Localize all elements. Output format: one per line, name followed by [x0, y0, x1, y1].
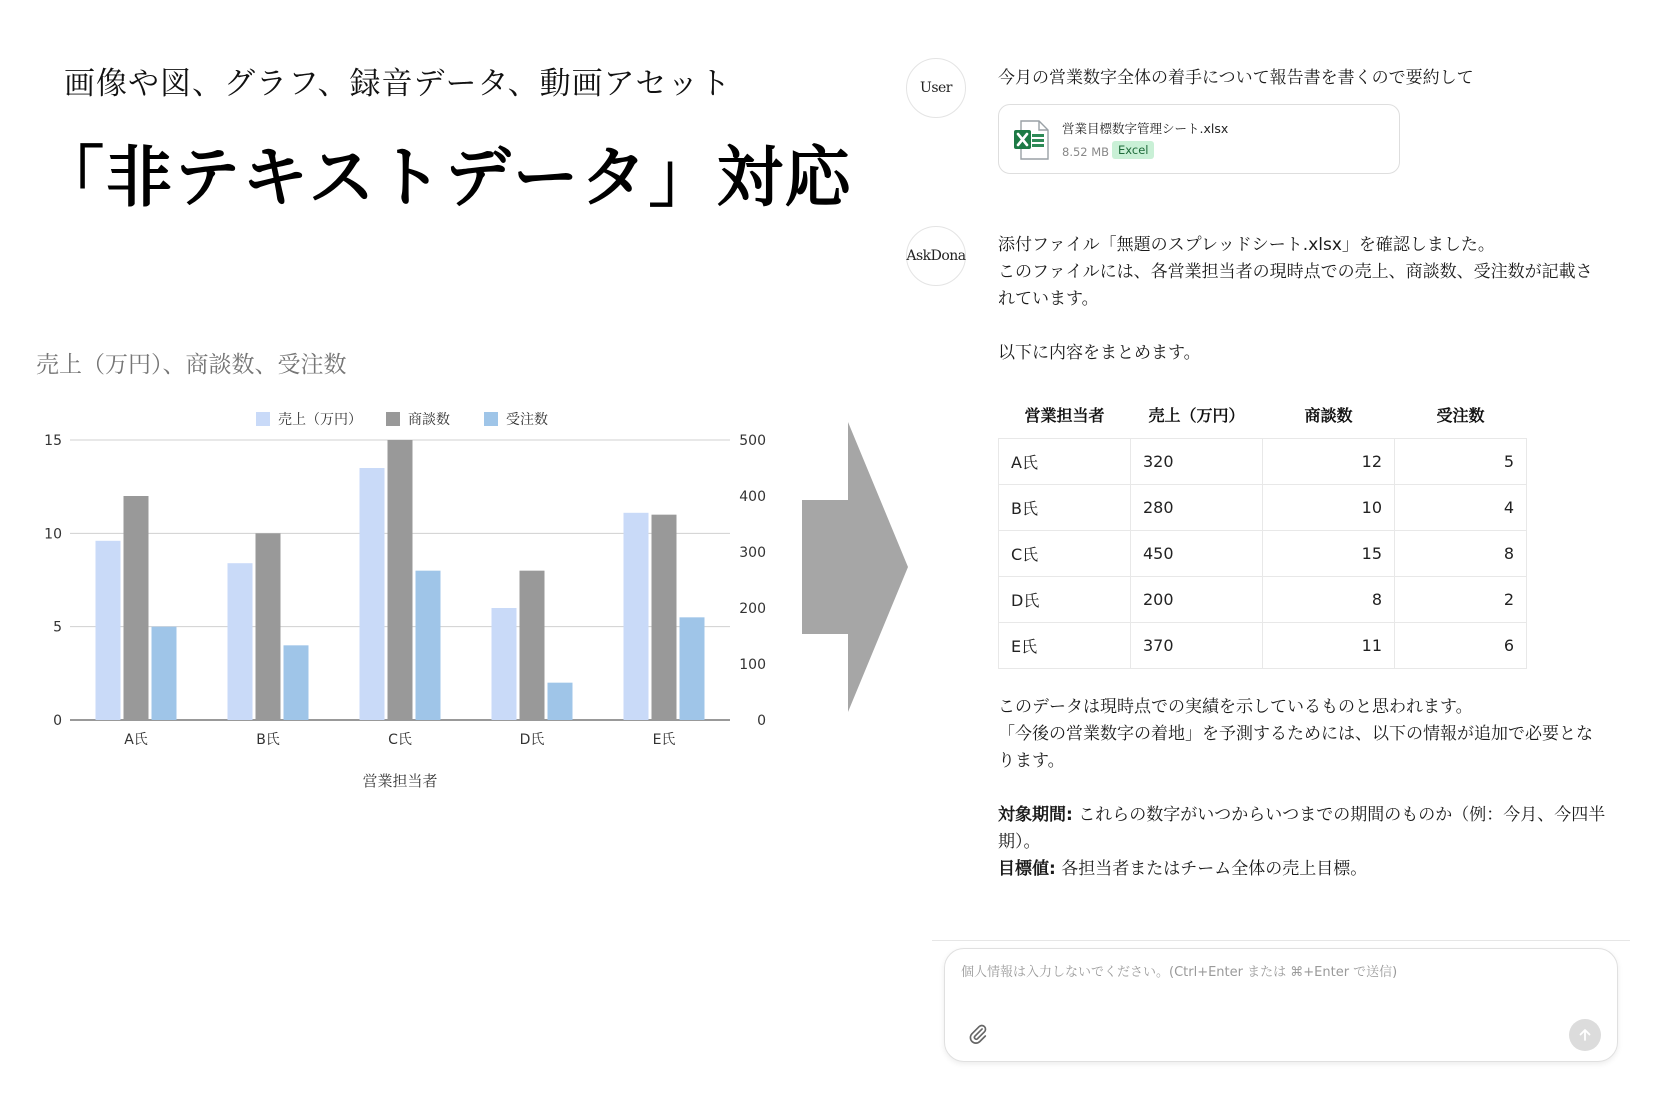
- table-cell: 370: [1131, 622, 1263, 668]
- table-cell: 5: [1395, 438, 1527, 484]
- assistant-intro: [998, 232, 1593, 367]
- x-tick-label: D氏: [519, 732, 545, 748]
- bar-sales: [492, 608, 517, 720]
- table-row: [999, 576, 1527, 622]
- x-tick-label: E氏: [652, 732, 676, 748]
- bar-sales: [96, 541, 121, 720]
- bullet-label: 対象期間:: [998, 805, 1073, 825]
- y-left-tick-label: 10: [44, 526, 62, 543]
- table-cell: D氏: [999, 576, 1131, 622]
- assistant-line: れています。: [998, 289, 1099, 309]
- table-cell: 450: [1131, 530, 1263, 576]
- assistant-line: 添付ファイル「無題のスプレッドシート.xlsx」を確認しました。: [998, 235, 1495, 255]
- x-tick-label: B氏: [256, 732, 280, 748]
- right-arrow-icon: [802, 422, 912, 712]
- table-row: [999, 622, 1527, 668]
- table-cell: 8: [1263, 576, 1395, 622]
- bar-meetings: [124, 496, 149, 720]
- bullet-item: [998, 802, 1605, 829]
- y-right-tick-label: 200: [739, 601, 766, 617]
- bullet-continuation: 期）。: [998, 832, 1041, 852]
- bar-meetings: [388, 440, 413, 720]
- attachment-size: 8.52 MB: [1062, 145, 1110, 159]
- table-header: 売上（万円）: [1148, 406, 1245, 426]
- assistant-spacer: [998, 775, 1605, 802]
- table-cell: 280: [1131, 484, 1263, 530]
- x-tick-label: A氏: [124, 732, 148, 748]
- table-cell: 11: [1263, 622, 1395, 668]
- table-header: 商談数: [1304, 406, 1353, 426]
- chart-title: 売上（万円）、商談数、受注数: [36, 352, 347, 378]
- user-avatar: [906, 58, 966, 118]
- y-right-tick-label: 0: [757, 713, 766, 729]
- bullet-text: 各担当者またはチーム全体の売上目標。: [1055, 859, 1368, 879]
- x-axis-label: 営業担当者: [362, 772, 438, 790]
- table-row: [999, 530, 1527, 576]
- assistant-line: [998, 313, 1593, 340]
- bar-sales: [624, 513, 649, 720]
- assistant-line: 「今後の営業数字の着地」を予測するためには、以下の情報が追加で必要とな: [998, 724, 1593, 744]
- y-left-tick-label: 15: [44, 433, 62, 449]
- table-cell: 2: [1395, 576, 1527, 622]
- table-cell: C氏: [999, 530, 1131, 576]
- bar-orders: [284, 645, 309, 720]
- table-cell: 320: [1131, 438, 1263, 484]
- bullet-label: 目標値:: [998, 859, 1056, 879]
- assistant-avatar-label: AskDona: [906, 248, 966, 264]
- bar-sales: [228, 563, 253, 720]
- legend-label: 商談数: [408, 412, 450, 428]
- user-message: 今月の営業数字全体の着手について報告書を書くので要約して: [998, 68, 1474, 88]
- legend-label: 売上（万円）: [278, 412, 362, 428]
- arrow-up-icon: [1577, 1027, 1593, 1043]
- table-cell: E氏: [999, 622, 1131, 668]
- bar-meetings: [256, 533, 281, 720]
- file-attachment[interactable]: [998, 104, 1400, 174]
- bullet-item: [998, 856, 1605, 883]
- paperclip-icon[interactable]: [967, 1023, 989, 1045]
- y-right-tick-label: 400: [739, 489, 766, 505]
- table-cell: B氏: [999, 484, 1131, 530]
- table-row: [999, 484, 1527, 530]
- assistant-line: このデータは現時点での実績を示しているものと思われます。: [998, 697, 1473, 717]
- table-header-row: [999, 392, 1527, 438]
- bar-orders: [416, 571, 441, 720]
- input-divider: [932, 940, 1630, 941]
- table-cell: A氏: [999, 438, 1131, 484]
- table-cell: 12: [1263, 438, 1395, 484]
- table-row: [999, 438, 1527, 484]
- table-cell: 10: [1263, 484, 1395, 530]
- assistant-avatar: [906, 226, 966, 286]
- bullet-text: これらの数字がいつからいつまでの期間のものか（例：今月、今四半: [1072, 805, 1606, 825]
- message-input[interactable]: [961, 961, 1581, 1001]
- bar-sales: [360, 468, 385, 720]
- y-right-tick-label: 100: [739, 657, 766, 673]
- slide-headline: 「非テキストデータ」対応: [38, 139, 853, 216]
- table-header: 受注数: [1436, 406, 1485, 426]
- bar-orders: [548, 683, 573, 720]
- legend-swatch: [386, 412, 400, 426]
- x-tick-label: C氏: [388, 732, 412, 748]
- message-input-box: [944, 948, 1618, 1062]
- assistant-outro: [998, 694, 1605, 883]
- table-cell: 15: [1263, 530, 1395, 576]
- slide-subtitle: 画像や図、グラフ、録音データ、動画アセット: [64, 66, 732, 102]
- table-cell: 200: [1131, 576, 1263, 622]
- send-button[interactable]: [1569, 1019, 1601, 1051]
- assistant-line: このファイルには、各営業担当者の現時点での売上、商談数、受注数が記載さ: [998, 262, 1593, 282]
- y-right-tick-label: 300: [739, 545, 766, 561]
- table-header: 営業担当者: [1024, 406, 1105, 426]
- attachment-filename: 営業目標数字管理シート.xlsx: [1062, 121, 1229, 136]
- y-right-tick-label: 500: [739, 433, 766, 449]
- bar-meetings: [652, 515, 677, 720]
- user-avatar-label: User: [920, 80, 952, 96]
- attachment-type-badge: Excel: [1112, 141, 1154, 159]
- legend-swatch: [256, 412, 270, 426]
- bar-orders: [152, 627, 177, 720]
- summary-table: [998, 392, 1527, 669]
- legend-swatch: [484, 412, 498, 426]
- y-left-tick-label: 0: [53, 713, 62, 729]
- bar-meetings: [520, 571, 545, 720]
- table-cell: 6: [1395, 622, 1527, 668]
- excel-file-icon: [1013, 120, 1049, 160]
- legend-label: 受注数: [506, 412, 548, 428]
- assistant-line: 以下に内容をまとめます。: [998, 343, 1201, 363]
- assistant-line: ります。: [998, 751, 1065, 771]
- bar-orders: [680, 617, 705, 720]
- sales-chart: [20, 350, 780, 820]
- table-cell: 4: [1395, 484, 1527, 530]
- table-cell: 8: [1395, 530, 1527, 576]
- y-left-tick-label: 5: [53, 619, 62, 636]
